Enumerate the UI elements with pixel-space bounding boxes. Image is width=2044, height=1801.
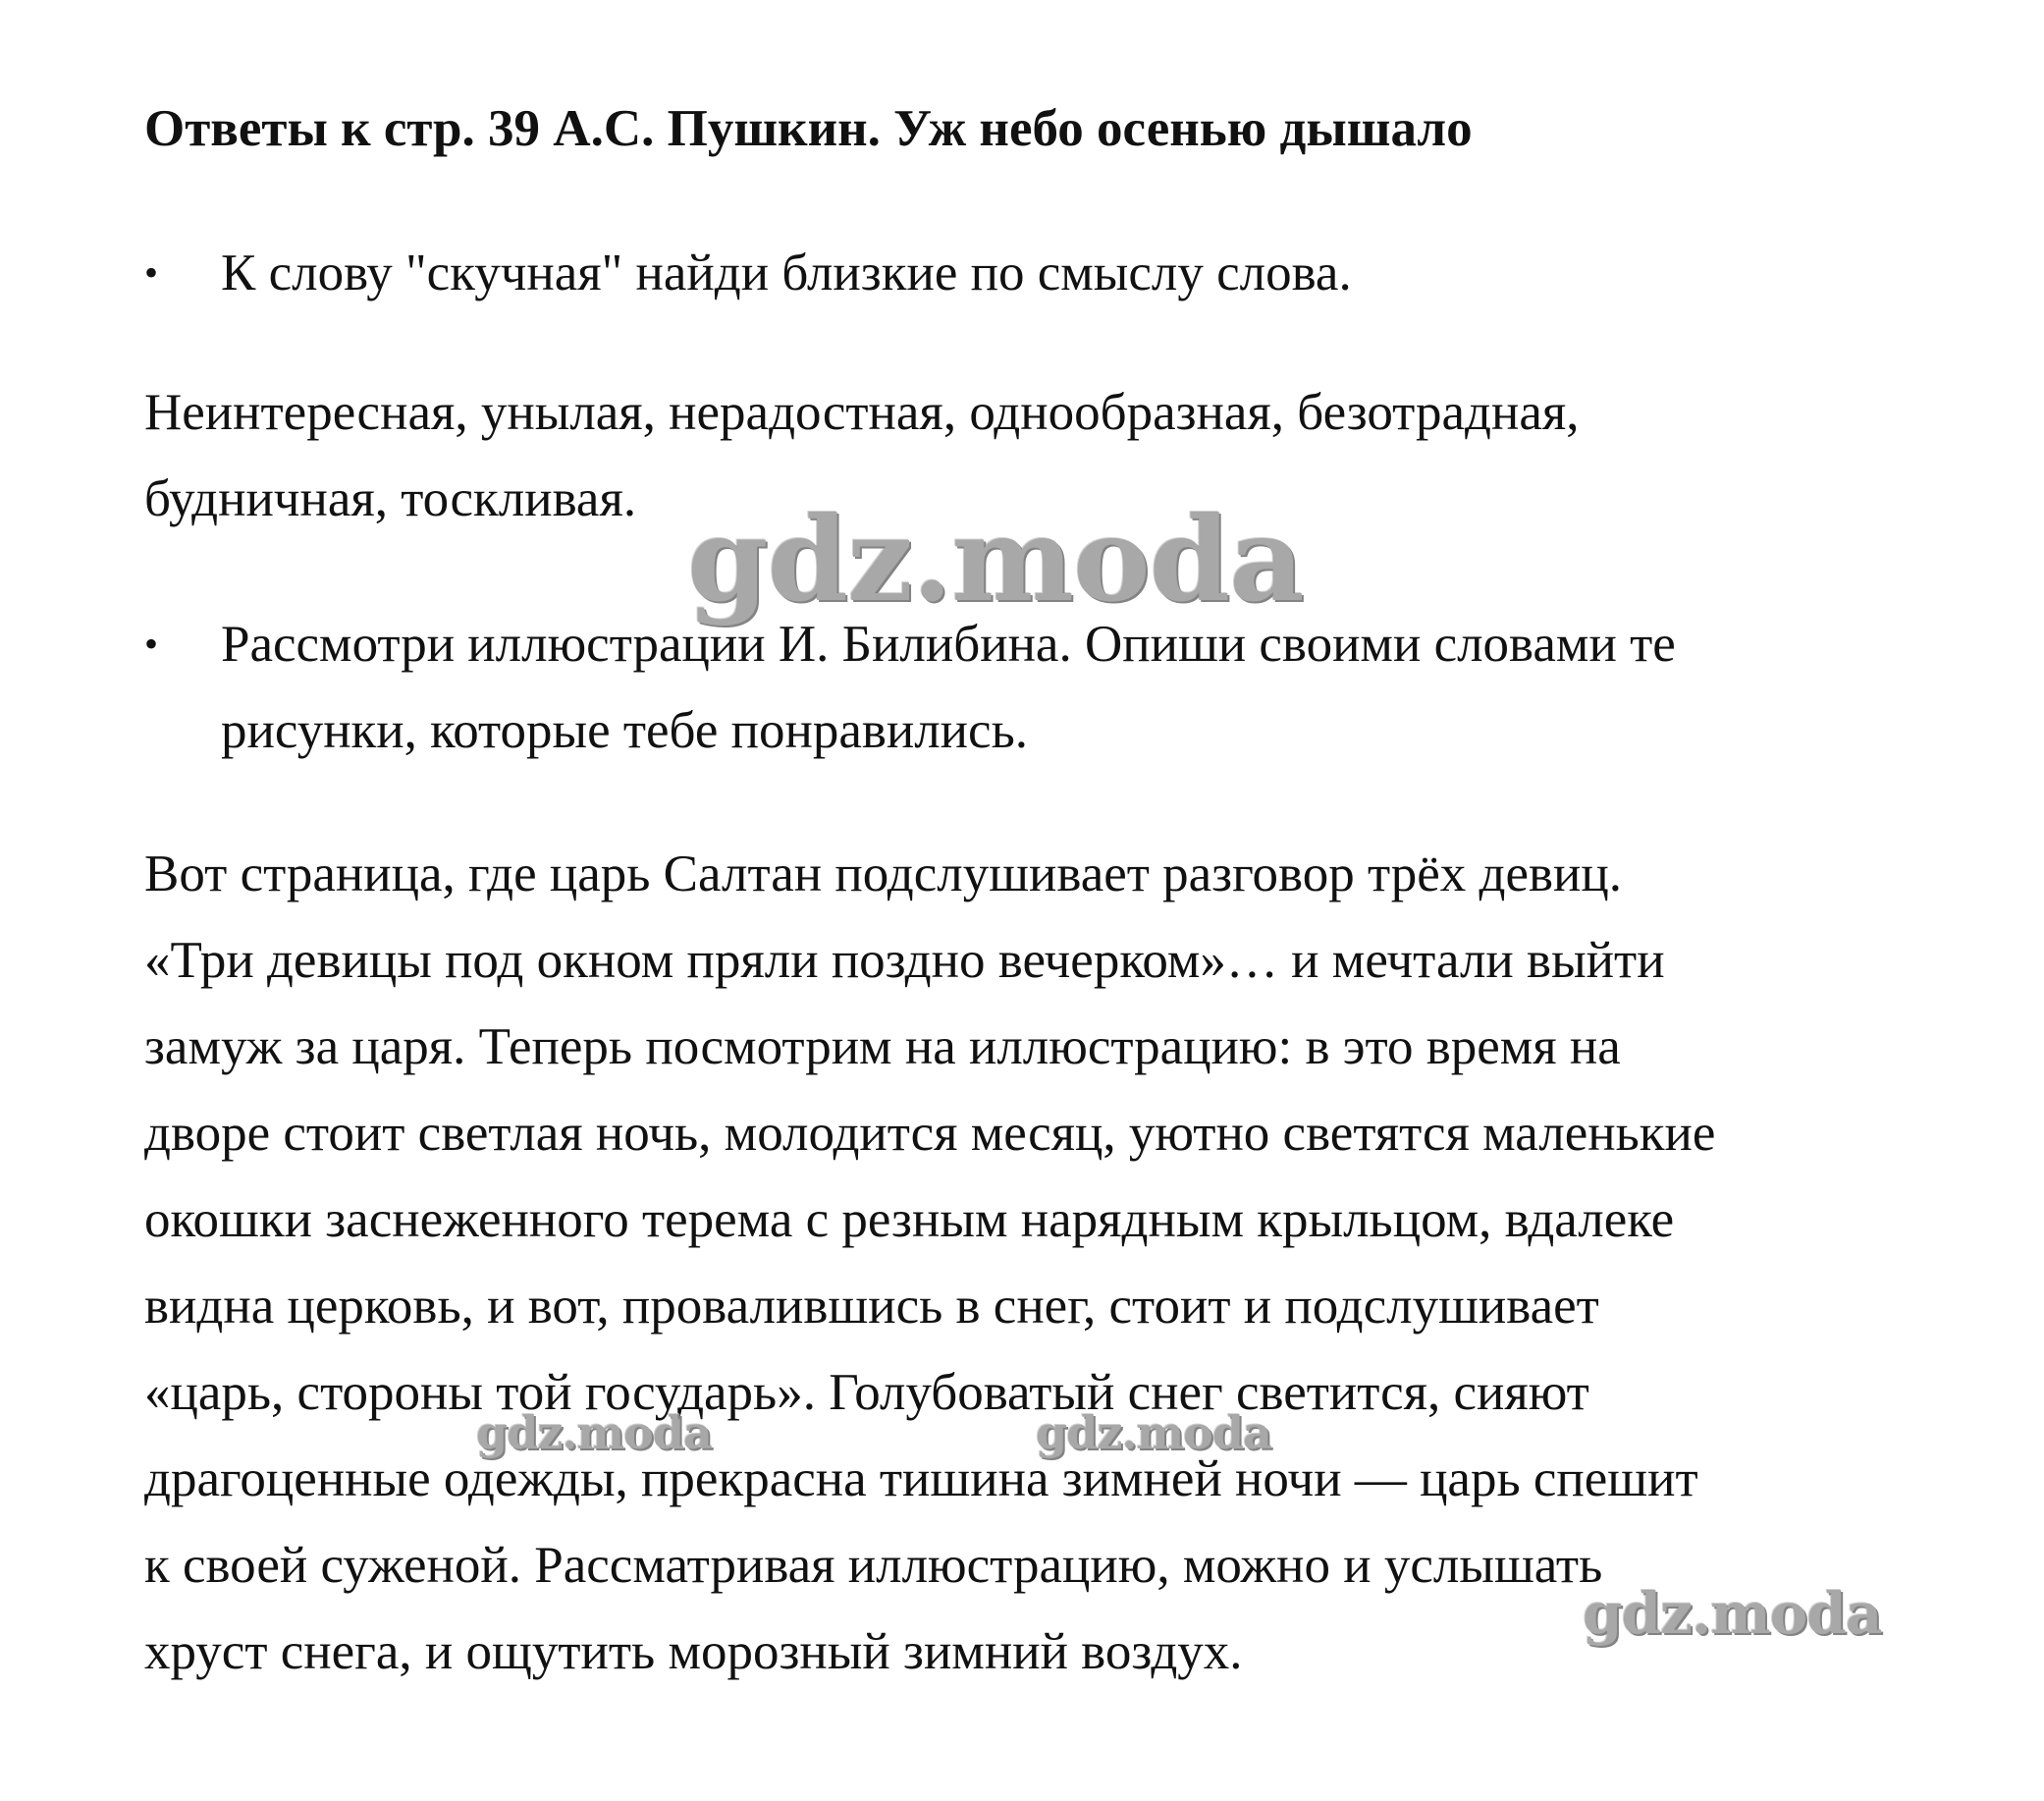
- watermark-logo: gdz.moda: [1036, 1406, 1271, 1459]
- question-2-line: Рассмотри иллюстрации И. Билибина. Опиши своими словами те: [221, 616, 1676, 673]
- answer-2-line: окошки заснеженного терема с резным нарядным крыльцом, вдалеке: [144, 1191, 1675, 1248]
- answer-2-line: «царь, стороны той государь». Голубоватый снег светится, сияют: [144, 1364, 1589, 1421]
- answer-2-line: хруст снега, и ощутить морозный зимний воздух.: [144, 1623, 1243, 1680]
- watermark-logo: gdz.moda: [687, 491, 1304, 628]
- bullet-icon: •: [144, 250, 159, 295]
- question-2-text: [221, 601, 1892, 774]
- answer-2-line: дворе стоит светлая ночь, молодится месяц, уютно светятся маленькие: [144, 1105, 1716, 1162]
- answer-1-line: Неинтересная, унылая, нерадостная, однообразная, безотрадная,: [144, 384, 1580, 441]
- question-1-text: [221, 230, 1892, 316]
- answer-2-line: видна церковь, и вот, провалившись в снег, стоит и подслушивает: [144, 1278, 1599, 1335]
- page-title: Ответы к стр. 39 А.С. Пушкин. Уж небо осенью дышало: [144, 100, 1473, 157]
- answer-2-line: замуж за царя. Теперь посмотрим на иллюстрацию: в это время на: [144, 1018, 1621, 1075]
- answer-2: [144, 831, 1911, 1695]
- watermark-logo: gdz.moda: [476, 1406, 712, 1459]
- question-2: [144, 601, 1892, 774]
- answer-2-line: к своей суженой. Рассматривая иллюстрацию, можно и услышать: [144, 1537, 1603, 1594]
- question-1: [144, 230, 1892, 316]
- question-2-line: рисунки, которые тебе понравились.: [221, 702, 1028, 759]
- answer-2-line: драгоценные одежды, прекрасна тишина зимней ночи — царь спешит: [144, 1450, 1698, 1507]
- watermark-logo: gdz.moda: [1583, 1580, 1882, 1647]
- answer-1: [144, 369, 1911, 542]
- answer-1-line: будничная, тоскливая.: [144, 470, 637, 527]
- bullet-icon: •: [144, 622, 159, 666]
- question-1-line: К слову "скучная" найди близкие по смыслу слова.: [221, 245, 1352, 301]
- answer-2-line: Вот страница, где царь Салтан подслушивает разговор трёх девиц.: [144, 846, 1623, 902]
- answer-2-line: «Три девицы под окном пряли поздно вечерком»… и мечтали выйти: [144, 932, 1665, 989]
